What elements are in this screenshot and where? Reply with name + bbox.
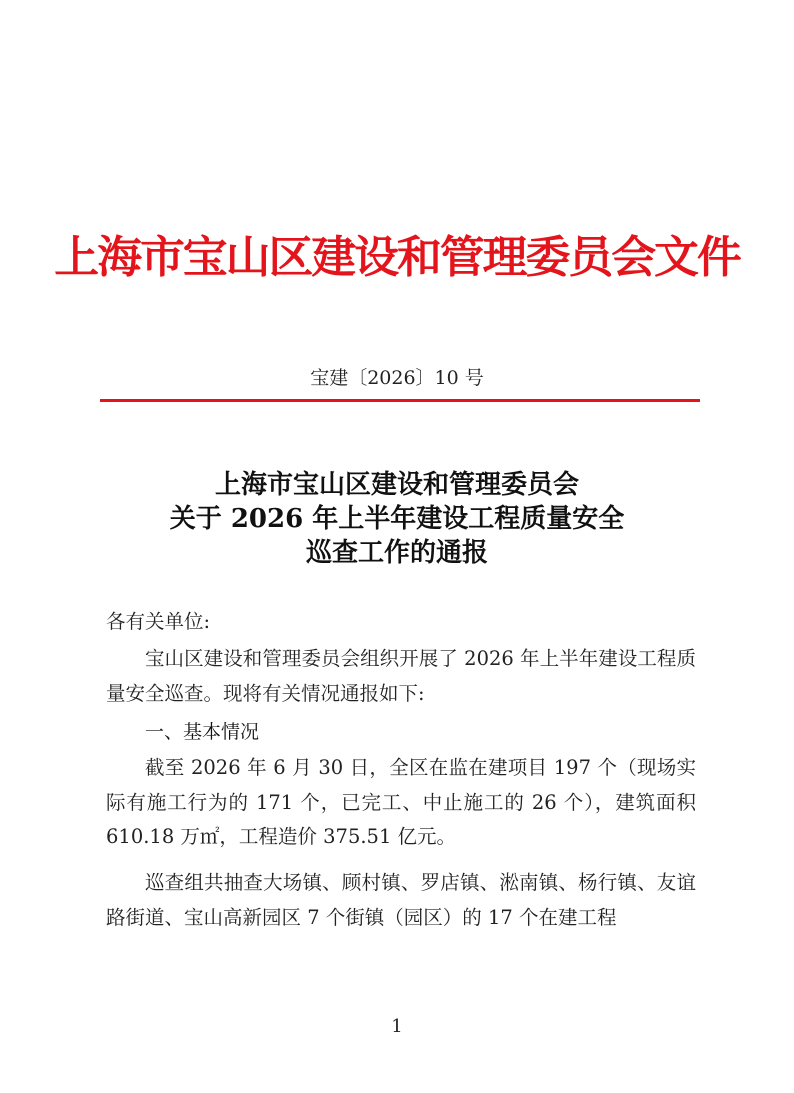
document-title xyxy=(0,468,794,570)
salutation: 各有关单位: xyxy=(106,610,211,633)
title-line-1: 上海市宝山区建设和管理委员会 xyxy=(214,470,579,500)
inspection-scope-paragraph: 巡查组共抽查大场镇、顾村镇、罗店镇、淞南镇、杨行镇、友谊路街道、宝山高新园区 7 个街镇（园区）的 17 个在建工程 xyxy=(106,871,696,929)
document-number: 宝建〔2026〕10 号 xyxy=(310,367,484,389)
statistics-paragraph: 截至 2026 年 6 月 30 日，全区在监在建项目 197 个（现场实际有施工行为的 171 个，已完工、中止施工的 26 个），建筑面积 610.18 万㎡，工程造价 375.51 亿元。 xyxy=(106,756,696,848)
red-divider-rule xyxy=(100,399,700,402)
title-line-2: 关于 2026 年上半年建设工程质量安全 xyxy=(169,504,625,534)
intro-paragraph: 宝山区建设和管理委员会组织开展了 2026 年上半年建设工程质量安全巡查。现将有关情况通报如下: xyxy=(106,647,696,705)
issuing-org-header: 上海市宝山区建设和管理委员会文件 xyxy=(54,232,740,283)
section-heading-basic-situation: 一、基本情况 xyxy=(145,721,260,743)
title-line-3: 巡查工作的通报 xyxy=(305,538,488,568)
page-number: 1 xyxy=(391,1016,403,1037)
